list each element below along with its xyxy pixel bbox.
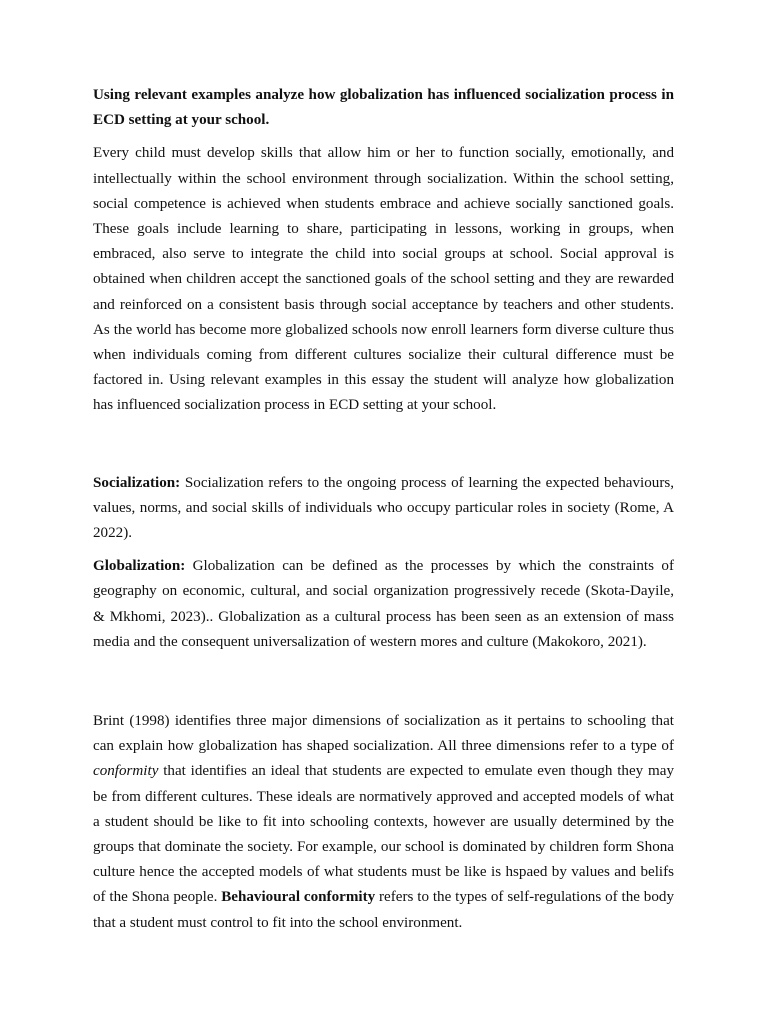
italic-term: conformity <box>93 763 159 780</box>
body-paragraph <box>93 709 674 936</box>
document-heading: Using relevant examples analyze how globalization has influenced socialization process in ECD setting at your school. <box>93 87 674 129</box>
definition-text: Socialization refers to the ongoing process of learning the expected behaviours, values, norms, and social skills of individuals who occupy particular roles in society (Rome, A 2022). <box>93 474 674 542</box>
definition-term: Globalization: <box>93 558 186 575</box>
intro-paragraph: Every child must develop skills that allow him or her to function socially, emotionally, and intellectually within the school environment through socialization. Within the school setting, social competence is achieved when students embrace and achieve socially sanctioned goals. These goals include learning to share, participating in lessons, working in groups, when embraced, also serve to integrate the child into social groups at school. Social approval is obtained when children accept the sanctioned goals of the school setting and they are rewarded and reinforced on a consistent basis through social acceptance by teachers and other students. As the world has become more globalized schools now enroll learners form diverse culture thus when individuals coming from different cultures socialize their cultural difference must be factored in. Using relevant examples in this essay the student will analyze how globalization has influenced socialization process in ECD setting at your school. <box>93 145 674 414</box>
body-text: refers to the types of self-regulations of the body that a student must control to fit into the school environment. <box>93 889 674 931</box>
definition-text: Globalization can be defined as the processes by which the constraints of geography on economic, cultural, and social organization progressively recede (Skota-Dayile, & Mkhomi, 2023).. Globalization as a cultural process has been seen as an extension of mass media and the consequent universalization of western mores and culture (Makokoro, 2021). <box>93 558 674 650</box>
body-text: Brint (1998) identifies three major dimensions of socialization as it pertains to schooling that can explain how globalization has shaped socialization. All three dimensions refer to a type of <box>93 713 674 755</box>
definition-term: Socialization: <box>93 474 181 491</box>
section-spacer <box>93 663 674 709</box>
bold-term: Behavioural conformity <box>221 889 376 906</box>
definition-socialization <box>93 471 674 547</box>
document-page <box>93 83 674 944</box>
definition-globalization <box>93 554 674 655</box>
body-text: that identifies an ideal that students are expected to emulate even though they may be from different cultures. These ideals are normatively approved and accepted models of what a student should be like to fit into schooling contexts, however are usually determined by the groups that dominate the society. For example, our school is dominated by children form Shona culture hence the accepted models of what students must be like is hspaed by values and belifs of the Shona people. <box>93 763 674 906</box>
section-spacer <box>93 427 674 471</box>
